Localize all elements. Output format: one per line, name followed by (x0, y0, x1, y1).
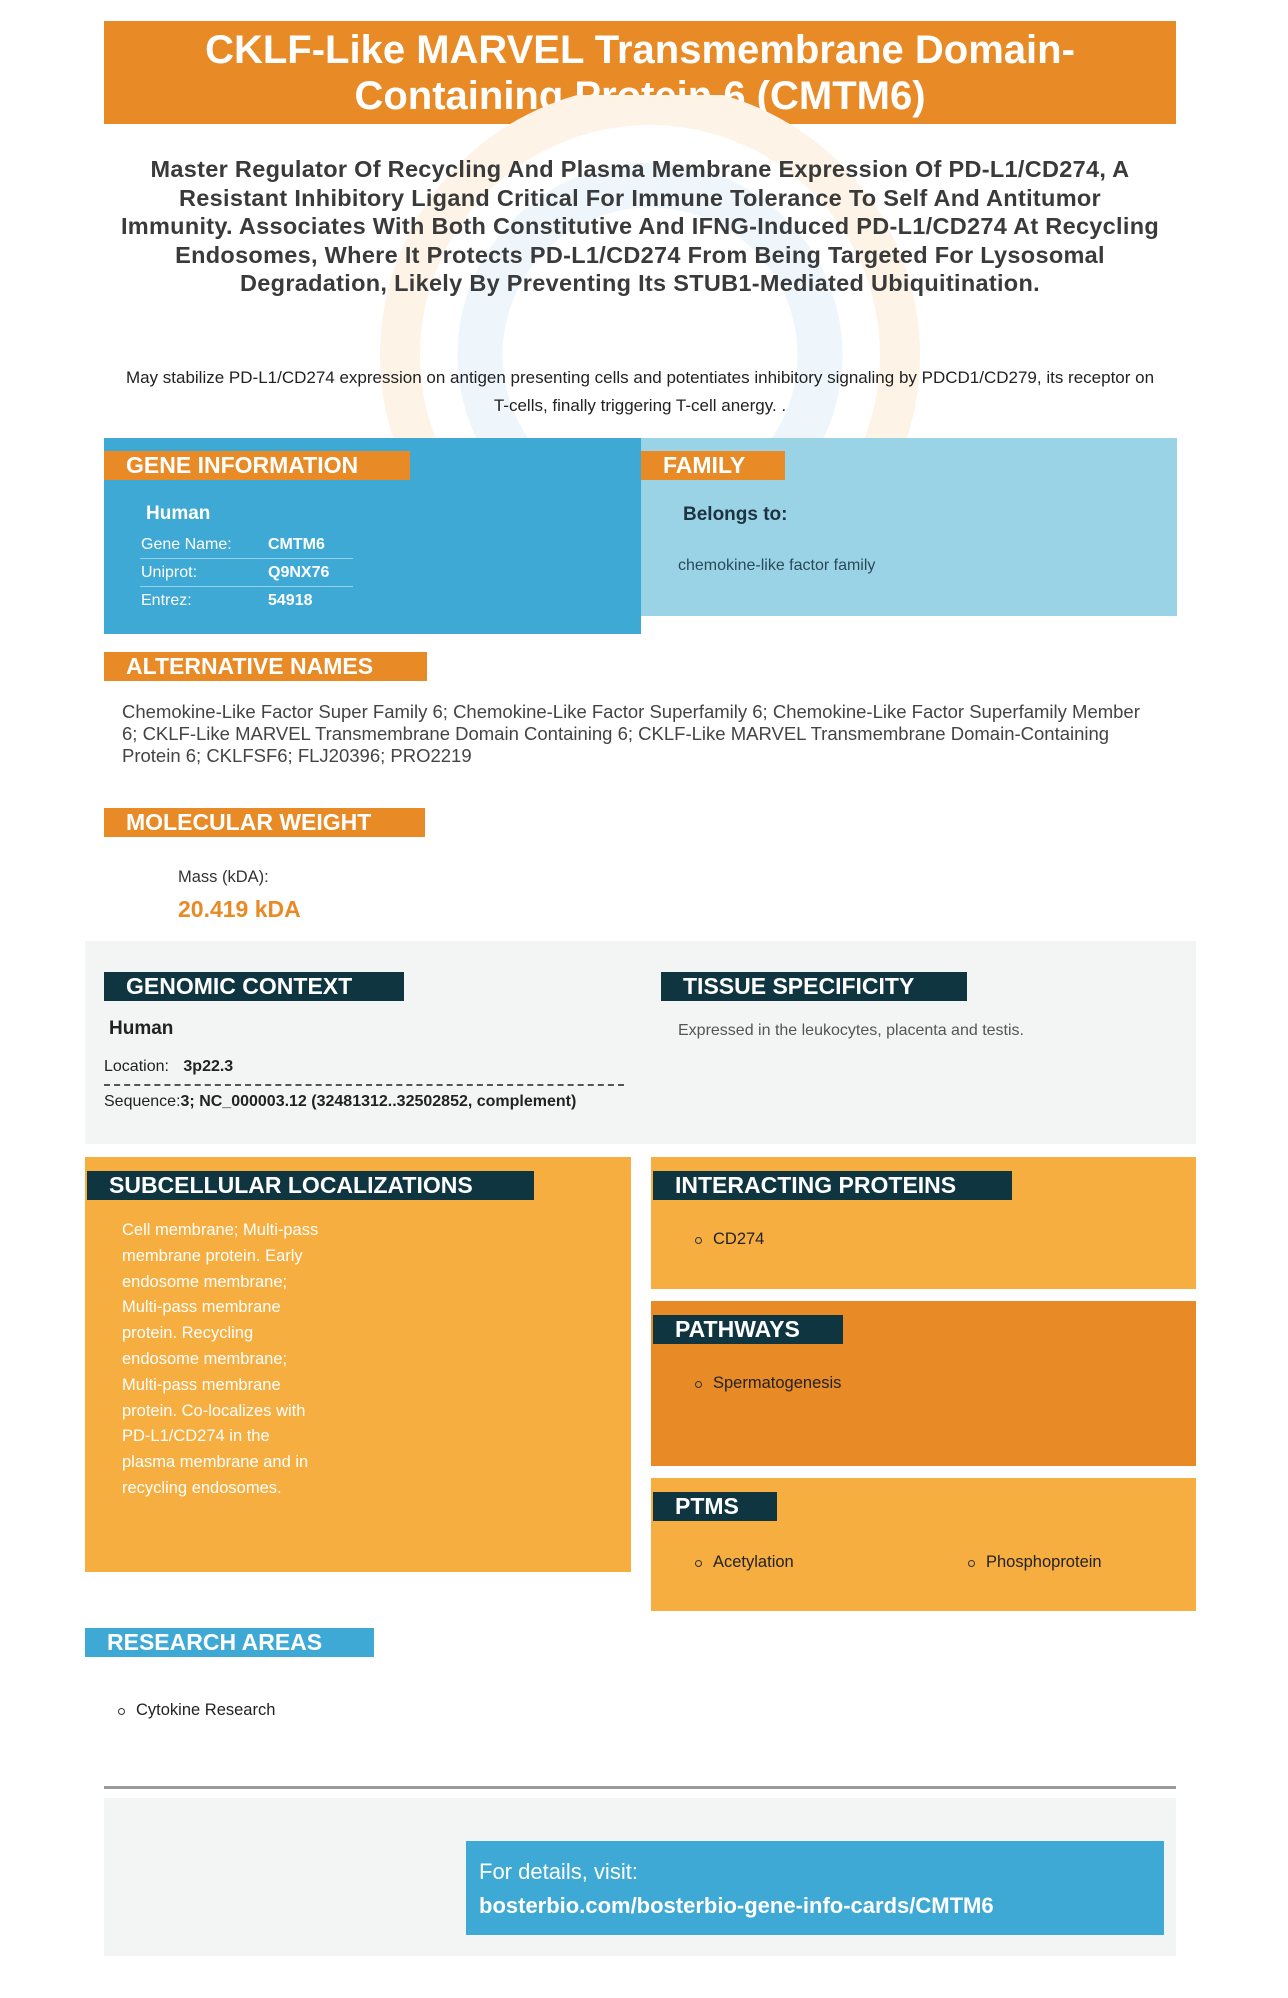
genomic-location (104, 1058, 233, 1076)
page-title: CKLF-Like MARVEL Transmembrane Domain-Containing Protein 6 (CMTM6) (205, 27, 1075, 118)
uniprot-value: Q9NX76 (268, 563, 330, 581)
sequence-value: 3; NC_000003.12 (32481312..32502852, complement) (180, 1093, 577, 1110)
family-label: FAMILY (641, 451, 785, 480)
ptms-label: PTMS (653, 1492, 777, 1521)
genomic-species: Human (109, 1018, 174, 1039)
mass-value: 20.419 kDA (178, 896, 301, 922)
gene-species: Human (146, 503, 211, 524)
protein-summary: Master Regulator Of Recycling And Plasma Membrane Expression Of PD-L1/CD274, A Resistant Inhibitory Ligand Critical For Immune Tolerance To Self And Antitumor Immunity. Associates With Both Constitutive And IFNG-Induced PD-L1/CD274 At Recycling Endosomes, Where It Protects PD-L1/CD274 From Being Targeted For Lysosomal Degradation, Likely By Preventing Its STUB1-Mediated Ubiquitination. (120, 156, 1160, 296)
gene-information-label: GENE INFORMATION (104, 451, 410, 480)
family-heading: Belongs to: (683, 504, 788, 525)
molecular-weight-label: MOLECULAR WEIGHT (104, 808, 425, 837)
list-item: Acetylation (691, 1553, 794, 1572)
gene-info-row (140, 587, 353, 615)
location-value: 3p22.3 (183, 1058, 234, 1075)
gene-info-row (140, 559, 353, 587)
visit-label: For details, visit: (479, 1859, 638, 1884)
family-value: chemokine-like factor family (678, 557, 876, 574)
alternative-names-label: ALTERNATIVE NAMES (104, 652, 427, 681)
entrez-value: 54918 (268, 592, 313, 609)
list-item: CD274 (691, 1230, 764, 1249)
mass-label: Mass (kDA): (178, 868, 269, 886)
list-item: Phosphoprotein (964, 1553, 1102, 1572)
interacting-proteins-label: INTERACTING PROTEINS (653, 1171, 1012, 1200)
gene-info-table (140, 531, 353, 615)
pathways-label: PATHWAYS (653, 1315, 843, 1344)
genomic-divider (104, 1084, 624, 1086)
sequence-key: Sequence: (104, 1093, 181, 1110)
details-link[interactable]: bosterbio.com/bosterbio-gene-info-cards/CMTM6 (479, 1893, 994, 1918)
subcellular-text: Cell membrane; Multi-pass membrane protein. Early endosome membrane; Multi-pass membrane protein. Recycling endosome membrane; Multi-pass membrane protein. Co-localizes with PD-L1/CD274 in the plasma membrane and in recycling endosomes. (122, 1221, 319, 1497)
entrez-key: Entrez: (141, 592, 192, 609)
tissue-specificity-text: Expressed in the leukocytes, placenta and testis. (678, 1022, 1024, 1039)
gene-name-value: CMTM6 (268, 535, 325, 553)
uniprot-key: Uniprot: (141, 563, 198, 581)
research-areas-label: RESEARCH AREAS (85, 1628, 374, 1657)
list-item: Spermatogenesis (691, 1374, 841, 1393)
visit-box[interactable] (466, 1841, 1164, 1935)
list-item: Cytokine Research (114, 1701, 275, 1720)
protein-description: May stabilize PD-L1/CD274 expression on antigen presenting cells and potentiates inhibitory signaling by PDCD1/CD279, its receptor on T-cells, finally triggering T-cell anergy. . (125, 368, 1155, 415)
tissue-specificity-label: TISSUE SPECIFICITY (661, 972, 967, 1001)
gene-name-key: Gene Name: (141, 535, 232, 553)
alternative-names-text: Chemokine-Like Factor Super Family 6; Chemokine-Like Factor Superfamily 6; Chemokine-Like Factor Superfamily Member 6; CKLF-Like MARVEL Transmembrane Domain Containing 6; CKLF-Like MARVEL Transmembrane Domain-Containing Protein 6; CKLFSF6; FLJ20396; PRO2219 (122, 701, 1140, 766)
gene-info-row (140, 531, 353, 559)
genomic-context-label: GENOMIC CONTEXT (104, 972, 404, 1001)
footer-divider (104, 1786, 1176, 1789)
location-key: Location: (104, 1058, 169, 1075)
subcellular-label: SUBCELLULAR LOCALIZATIONS (87, 1171, 534, 1200)
genomic-sequence (104, 1093, 576, 1111)
